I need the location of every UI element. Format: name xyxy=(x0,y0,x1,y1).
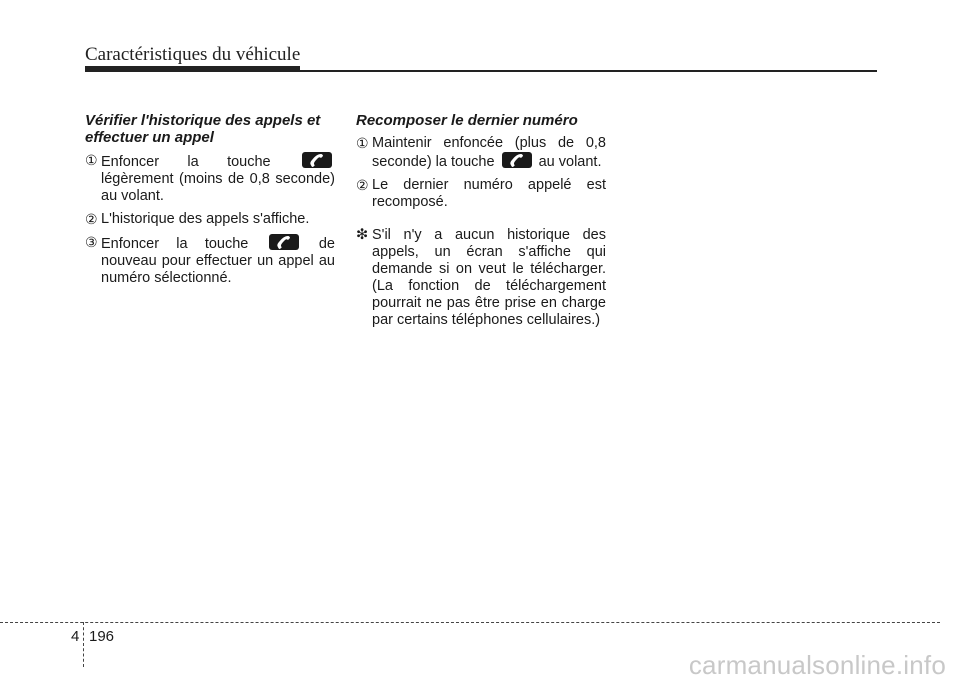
section-redial xyxy=(356,112,606,329)
footer-divider xyxy=(83,622,84,667)
watermark: carmanualsonline.info xyxy=(688,650,946,680)
header-rule xyxy=(85,70,877,72)
section-call-history xyxy=(85,112,335,293)
step-text: Le dernier numéro appelé est recomposé. xyxy=(372,177,606,210)
step-number: ③ xyxy=(85,234,98,250)
step-3 xyxy=(85,234,335,287)
phone-handset-icon xyxy=(269,234,299,250)
step-number: ① xyxy=(356,135,369,151)
step-text-after: de nouveau pour effectuer un appel au numéro sélectionné. xyxy=(101,236,335,286)
step-text-after: au volant. xyxy=(538,154,602,170)
step-number: ② xyxy=(85,211,98,227)
chapter-number: 4 xyxy=(71,628,80,645)
section-title: Vérifier l'historique des appels et effectuer un appel xyxy=(85,112,321,146)
note-text: S'il n'y a aucun historique des appels, un écran s'affiche qui demande si on veut le télécharger. (La fonction de téléchargement pourrait ne pas être prise en charge par certains téléphones cellulaires.) xyxy=(372,227,606,328)
step-1 xyxy=(85,152,335,205)
step-number: ② xyxy=(356,177,369,193)
phone-handset-icon xyxy=(502,152,532,168)
footer-rule xyxy=(0,622,940,623)
step-text: L'historique des appels s'affiche. xyxy=(101,211,310,227)
step-text-before: Enfoncer la touche xyxy=(101,154,271,170)
step-text-before: Enfoncer la touche xyxy=(101,236,249,252)
step-text-before: Maintenir enfoncée (plus de 0,8 seconde) la touche xyxy=(372,135,606,170)
step-number: ① xyxy=(85,152,98,168)
page-title: Caractéristiques du véhicule xyxy=(85,44,301,65)
step-2 xyxy=(356,177,606,211)
step-text-after: légèrement (moins de 0,8 seconde) au volant. xyxy=(101,171,335,204)
note-mark: ❇ xyxy=(356,227,369,243)
section-title: Recomposer le dernier numéro xyxy=(356,112,578,129)
note xyxy=(356,227,606,329)
step-2 xyxy=(85,211,335,228)
step-1 xyxy=(356,135,606,171)
page-number: 196 xyxy=(89,628,115,645)
phone-handset-icon xyxy=(302,152,332,168)
